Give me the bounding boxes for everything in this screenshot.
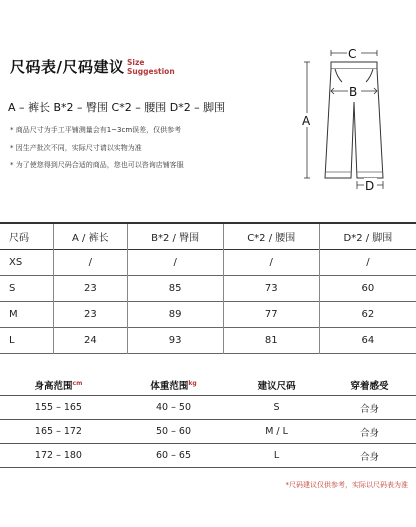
- weight-unit: kg: [188, 379, 197, 387]
- note-2: * 因生产批次不同，实际尺寸请以实物为准: [10, 144, 142, 152]
- size-cell: M: [9, 309, 18, 320]
- page-title-en: [127, 58, 175, 76]
- height-header-label: 身高范围: [34, 381, 73, 392]
- label-b: B: [349, 85, 358, 99]
- table-row: [0, 276, 416, 302]
- table-row: [0, 396, 416, 420]
- height-cell: 155 – 165: [34, 402, 82, 413]
- c-header: C*2 / 腰围: [223, 223, 319, 250]
- label-d: D: [365, 179, 375, 193]
- b-cell: 93: [127, 328, 223, 354]
- footnote: *尺码建议仅供参考，实际以尺码表为准: [285, 481, 408, 489]
- fit-feel-cell: 合身: [360, 427, 380, 439]
- page-title: 尺码表/尺码建议: [10, 58, 125, 76]
- suggested-size-cell: M / L: [265, 426, 288, 437]
- height-header: [0, 375, 117, 396]
- weight-header-label: 体重范围: [150, 381, 189, 392]
- title-en-line-2: Suggestion: [127, 67, 175, 76]
- height-unit: cm: [72, 379, 83, 387]
- table-row: [0, 250, 416, 276]
- height-cell: 165 – 172: [34, 426, 82, 437]
- d-cell: 62: [319, 302, 416, 328]
- weight-cell: 60 – 65: [156, 450, 191, 461]
- suggested-size-cell: S: [273, 402, 280, 413]
- weight-cell: 50 – 60: [156, 426, 191, 437]
- c-cell: 73: [223, 276, 319, 302]
- table-row: [0, 420, 416, 444]
- suggested-size-header: 建议尺码: [257, 381, 296, 392]
- size-table-header-row: [0, 223, 416, 250]
- b-cell: 89: [127, 302, 223, 328]
- c-cell: 81: [223, 328, 319, 354]
- suggested-size-cell: L: [273, 450, 280, 461]
- height-cell: 172 – 180: [34, 450, 82, 461]
- note-3: * 为了使您得到尺码合适的商品，您也可以咨询店铺客服: [10, 161, 184, 169]
- b-cell: /: [127, 250, 223, 276]
- label-a: A: [302, 114, 311, 128]
- c-cell: 77: [223, 302, 319, 328]
- note-1: * 商品尺寸为手工平铺测量会有1~3cm误差，仅供参考: [10, 126, 182, 134]
- a-cell: 23: [54, 276, 128, 302]
- label-c: C: [348, 47, 357, 61]
- fit-feel-cell: 合身: [360, 451, 380, 463]
- d-cell: 64: [319, 328, 416, 354]
- a-header: A / 裤长: [54, 223, 128, 250]
- size-cell: L: [9, 335, 15, 346]
- weight-cell: 40 – 50: [156, 402, 191, 413]
- pants-diagram: [286, 40, 398, 198]
- rec-table-header-row: [0, 375, 416, 396]
- a-cell: 23: [54, 302, 128, 328]
- measurement-legend: A – 裤长 B*2 – 臀围 C*2 – 腰围 D*2 – 脚围: [8, 101, 226, 114]
- size-chart-table: [0, 222, 416, 354]
- size-recommendation-table: [0, 375, 416, 468]
- size-header: 尺码: [9, 233, 29, 244]
- title-en-line-1: Size: [127, 58, 145, 67]
- a-cell: 24: [54, 328, 128, 354]
- a-cell: /: [54, 250, 128, 276]
- table-row: [0, 302, 416, 328]
- table-row: [0, 444, 416, 468]
- size-cell: S: [9, 283, 16, 294]
- fit-feel-header: 穿着感受: [350, 381, 389, 392]
- table-row: [0, 328, 416, 354]
- fit-feel-cell: 合身: [360, 403, 380, 415]
- d-cell: 60: [319, 276, 416, 302]
- c-cell: /: [223, 250, 319, 276]
- b-header: B*2 / 臀围: [127, 223, 223, 250]
- b-cell: 85: [127, 276, 223, 302]
- d-header: D*2 / 脚围: [319, 223, 416, 250]
- weight-header: [117, 375, 230, 396]
- d-cell: /: [319, 250, 416, 276]
- size-cell: XS: [9, 257, 23, 268]
